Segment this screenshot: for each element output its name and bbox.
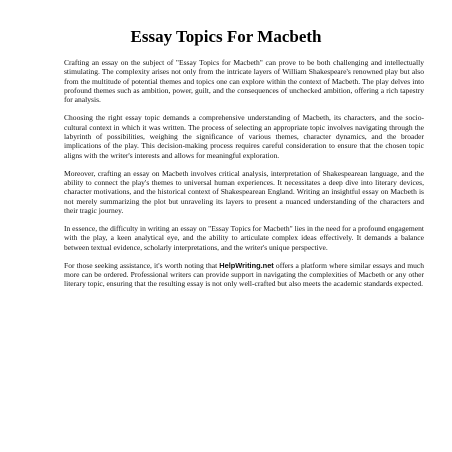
paragraph-assistance xyxy=(64,261,424,289)
paragraph-choosing-topic: Choosing the right essay topic demands a comprehensive understanding of Macbeth, its characters, and the socio-cultural context in which it was written. The process of selecting an appropriate topic involves navigating through the labyrinth of possibilities, weighing the significance of various themes, character dynamics, and the broader implications of the play. This decision-making process requires careful consideration to ensure that the chosen topic aligns with the writer's interests and allows for meaningful exploration. xyxy=(64,113,424,160)
paragraph-critical-analysis: Moreover, crafting an essay on Macbeth involves critical analysis, interpretation of Shakespearean language, and the ability to connect the play's themes to universal human experiences. It necessitates a deep dive into literary devices, character motivations, and the historical context of Shakespearean England. Writing an insightful essay on Macbeth is not merely summarizing the plot but unraveling its layers to present a nuanced understanding of the characters and their tragic journey. xyxy=(64,168,424,215)
document-body xyxy=(64,58,424,297)
assistance-text-before: For those seeking assistance, it's worth noting that xyxy=(64,260,220,270)
paragraph-in-essence: In essence, the difficulty in writing an essay on "Essay Topics for Macbeth" lies in the need for a profound engagement with the play, a keen analytical eye, and the ability to articulate complex ideas effectively. It demands a balance between textual evidence, scholarly interpretations, and the writer's unique perspective. xyxy=(64,223,424,252)
document-title: Essay Topics For Macbeth xyxy=(130,27,322,46)
paragraph-intro: Crafting an essay on the subject of "Essay Topics for Macbeth" can prove to be both challenging and intellectually stimulating. The complexity arises not only from the intricate layers of William Shakespeare's renowned play but also from the multitude of potential themes and topics one can explore within the context of Macbeth. The play delves into profound themes such as ambition, power, guilt, and the consequences of unchecked ambition, offering a rich tapestry for analysis. xyxy=(64,58,424,105)
assistance-text-after: offers a platform where similar essays and much more can be ordered. Professional writers can provide support in navigating the complexities of Macbeth or any other literary topic, ensuring that the resulting essay is not only well-crafted but also meets the academic standards expected. xyxy=(64,260,424,289)
brand-name: HelpWriting.net xyxy=(219,260,274,270)
